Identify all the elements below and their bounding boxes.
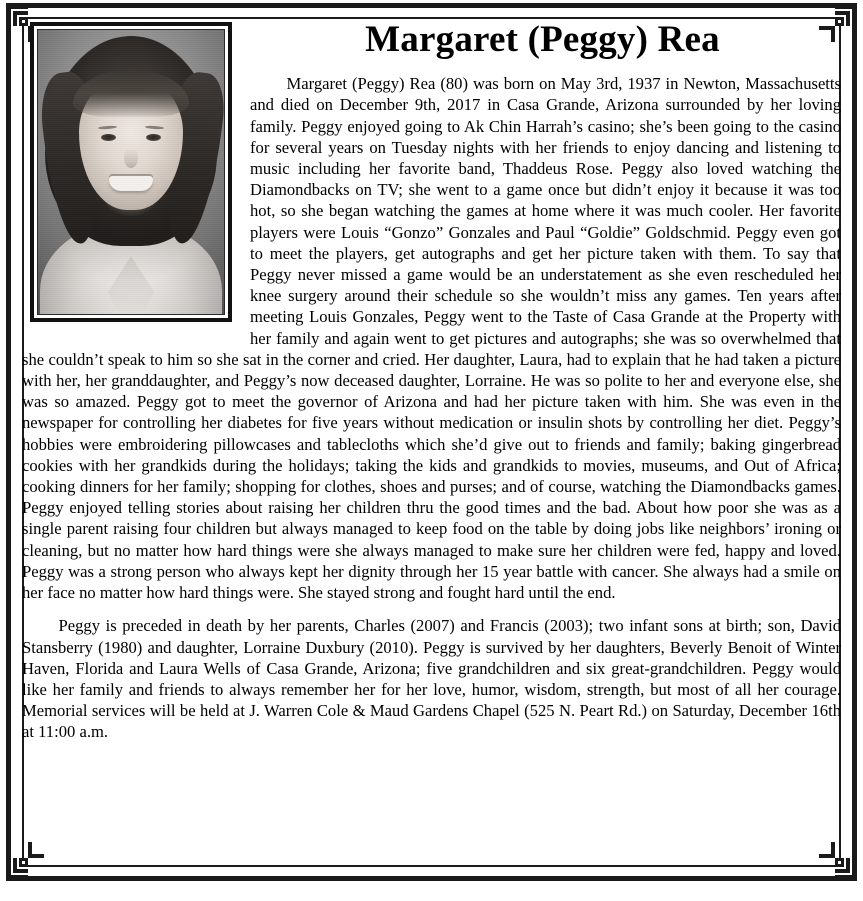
portrait-photo bbox=[37, 29, 225, 315]
obituary-paragraph-2: Peggy is preceded in death by her parents, Charles (2007) and Francis (2003); two infant sons at birth; son, David Stansberry (1980) and daughter, Lorraine Duxbury (2010). Peggy is survived by her daughters, Beverly Benoit of Winter Haven, Florida and Laura Wells of Casa Grande, Arizona; five grandchildren and six great-grandchildren. Peggy would like her family and friends to always remember her for her love, humor, wisdom, strength, but most of all her courage. Memorial services will be held at J. Warren Cole & Maud Gardens Chapel (525 N. Peart Rd.) on Saturday, December 16th at 11:00 a.m. bbox=[22, 616, 841, 742]
obituary-content bbox=[14, 10, 849, 860]
photo-grain bbox=[38, 30, 224, 314]
page-title: Margaret (Peggy) Rea bbox=[365, 19, 720, 60]
obituary-paragraph-1: Margaret (Peggy) Rea (80) was born on May 3rd, 1937 in Newton, Massachusetts and died on December 9th, 2017 in Casa Grande, Arizona surrounded by her loving family. Peggy enjoyed going to Ak Chin Harrah’s casino; she’s been going to the casino for several years on Tuesday nights with her friends to enjoy dancing and listening to music including her favorite band, Thaddeus Rose. Peggy also loved watching the Diamondbacks on TV; she went to a game once but didn’t enjoy it because it was too hot, so she began watching the games at home where it was much cooler. Her favorite players were Louis “Gonzo” Gonzales and Paul “Goldie” Goldschmid. Peggy even got to meet the players, get autographs and get her picture taken with them. To say that Peggy never missed a game would be an understatement as she even rescheduled her knee surgery around their schedule so she wouldn’t miss any games. Ten years after meeting Louis Gonzales, Peggy went to the Taste of Casa Grande at the Property with her family and again went to get pictures and autographs; she was so overwhelmed that she couldn’t speak to him so she sat in the corner and cried. Her daughter, Laura, had to explain that he had taken a picture with her, her granddaughter, and Peggy’s now deceased daughter, Lorraine. He was so polite to her and everyone else, she was so amazed. Peggy got to meet the governor of Arizona and had her picture taken with him. She was even in the newspaper for controlling her diabetes for five years without medication or insulin shots by controlling her diet. Peggy’s hobbies were embroidering pillowcases and tablecloths which she’d give out to friends and family; baking gingerbread cookies with her grandkids during the holidays; taking the kids and grandkids to movies, museums, and Out of Africa; cooking dinners for her family; shopping for clothes, shoes and purses; and of course, watching the Diamondbacks games. Peggy enjoyed telling stories about raising her children thru the good times and the bad. About how poor she was as a single parent raising four children but always managed to keep food on the table by doing jobs like neighbors’ ironing or cleaning, but no matter how hard things were she always managed to make sure her children were fed, happy and loved. Peggy was a strong person who always kept her dignity through her 15 year battle with cancer. She always had a smile on her face no matter how hard things were. She stayed strong and fought hard until the end. bbox=[22, 74, 841, 603]
portrait-photo-frame bbox=[30, 22, 232, 322]
